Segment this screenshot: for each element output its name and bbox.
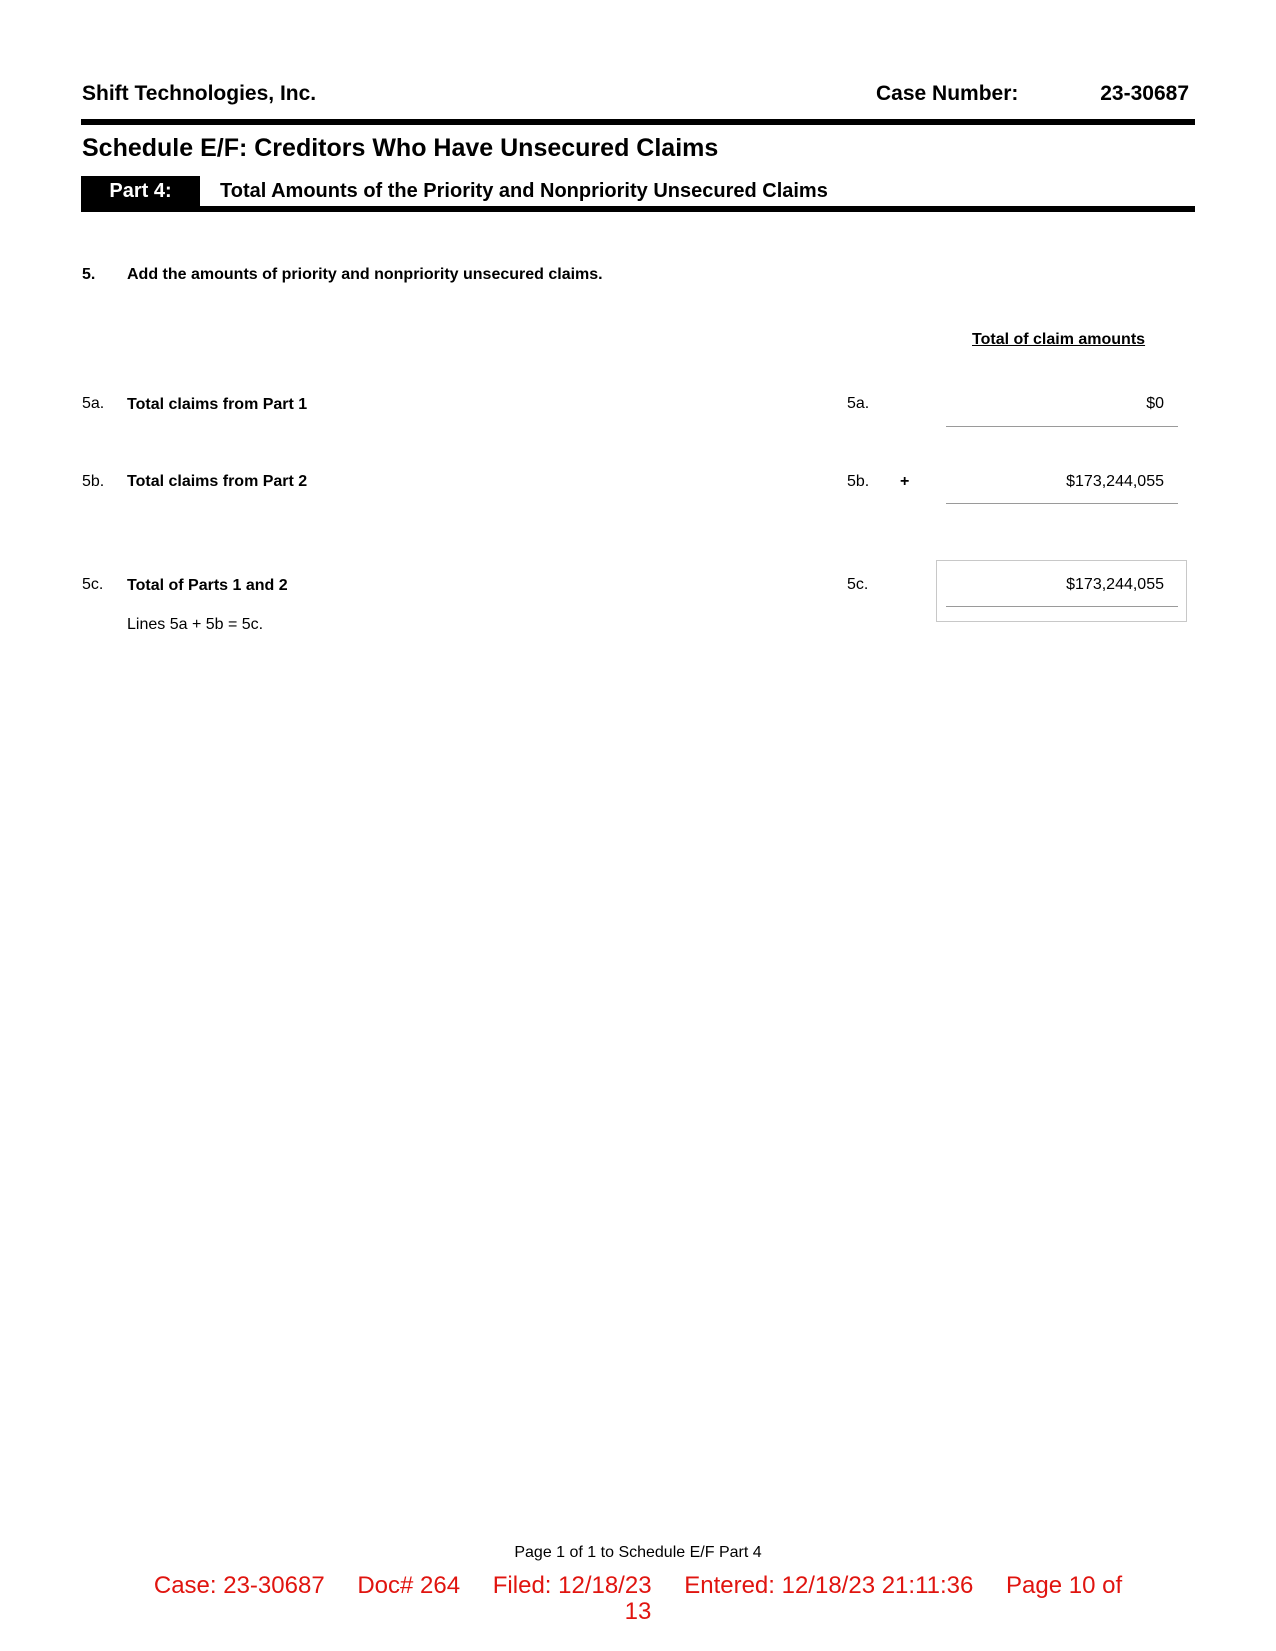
header-rule — [81, 119, 1195, 125]
item-number: 5. — [82, 266, 96, 283]
line-5b-amount-rule — [946, 503, 1178, 504]
page-footer: Page 1 of 1 to Schedule E/F Part 4 — [514, 1544, 762, 1561]
line-5c-amount: $173,244,055 — [1066, 576, 1164, 593]
line-5a-label: Total claims from Part 1 — [127, 396, 308, 413]
line-5a-amount-rule — [946, 426, 1178, 427]
item-instruction: Add the amounts of priority and nonpriority unsecured claims. — [127, 266, 603, 283]
line-5c-label: Total of Parts 1 and 2 — [127, 577, 288, 594]
plus-operator: + — [900, 473, 910, 490]
line-5c-amount-rule — [946, 606, 1178, 607]
part-title: Total Amounts of the Priority and Nonpriority Unsecured Claims — [220, 180, 828, 202]
case-number-label: Case Number: — [876, 82, 1019, 105]
line-5a-amount: $0 — [1146, 395, 1164, 412]
part-tag: Part 4: — [81, 176, 200, 207]
line-5a-number: 5a. — [82, 395, 105, 412]
line-5b-amount: $173,244,055 — [1066, 473, 1164, 490]
line-5c-formula: Lines 5a + 5b = 5c. — [127, 616, 264, 633]
stamp-doc: Doc# 264 — [357, 1572, 461, 1599]
court-filing-stamp — [140, 1573, 1136, 1625]
line-5a-code: 5a. — [847, 395, 870, 412]
line-5c-number: 5c. — [82, 576, 104, 593]
debtor-name: Shift Technologies, Inc. — [82, 82, 317, 105]
stamp-filed: Filed: 12/18/23 — [492, 1572, 652, 1599]
line-5c-code: 5c. — [847, 576, 869, 593]
line-5b-code: 5b. — [847, 473, 870, 490]
column-header: Total of claim amounts — [972, 331, 1146, 348]
stamp-page: Page 10 of 13 — [624, 1572, 1123, 1625]
part-rule — [81, 206, 1195, 212]
stamp-case: Case: 23-30687 — [153, 1572, 325, 1599]
line-5b-label: Total claims from Part 2 — [127, 473, 308, 490]
part-header — [81, 176, 1195, 207]
schedule-title: Schedule E/F: Creditors Who Have Unsecured Claims — [82, 134, 719, 162]
case-number: 23-30687 — [1100, 82, 1189, 105]
line-5b-number: 5b. — [82, 473, 105, 490]
stamp-entered: Entered: 12/18/23 21:11:36 — [684, 1572, 974, 1599]
